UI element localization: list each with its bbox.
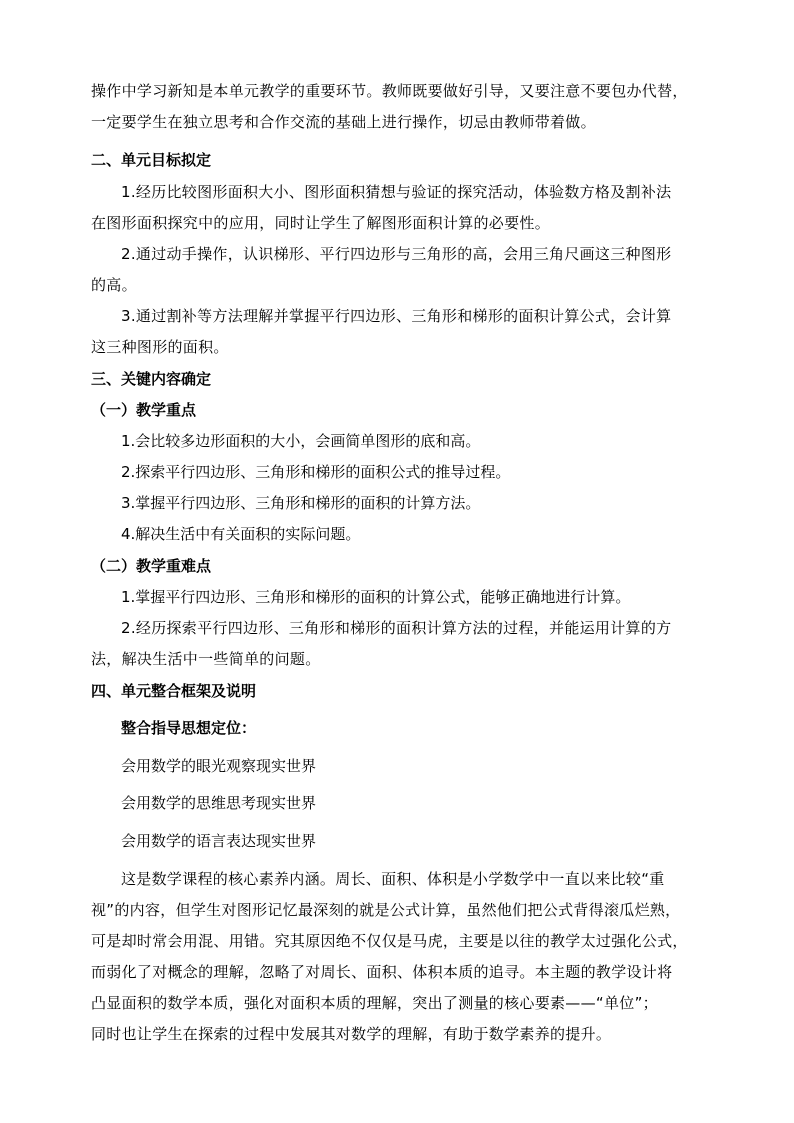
goal-3-line-2: 这三种图形的面积。 <box>91 338 229 356</box>
intro-paragraph <box>91 76 711 138</box>
goal-1-line-1: 1.经历比较图形面积大小、图形面积猜想与验证的探究活动，体验数方格及割补法 <box>121 183 672 201</box>
goal-1-line-2: 在图形面积探究中的应用，同时让学生了解图形面积计算的必要性。 <box>91 214 551 232</box>
goal-3 <box>91 301 711 363</box>
intro-line-1: 操作中学习新知是本单元教学的重要环节。教师既要做好引导，又要注意不要包办代替， <box>91 82 688 100</box>
framework-body-line-5: 凸显面积的数学本质，强化对面积本质的理解，突出了测量的核心要素——“单位”； <box>91 994 658 1012</box>
guide-item-2: 会用数学的思维思考现实世界 <box>121 794 317 812</box>
framework-body-line-3: 可是却时常会用混、用错。究其原因绝不仅仅是马虎，主要是以往的教学太过强化公式， <box>91 932 688 950</box>
difficulty-item-1: 1.掌握平行四边形、三角形和梯形的面积的计算公式，能够正确地进行计算。 <box>121 588 631 606</box>
difficulty-item-2 <box>91 613 711 675</box>
goal-3-line-1: 3.通过割补等方法理解并掌握平行四边形、三角形和梯形的面积计算公式，会计算 <box>121 307 672 325</box>
framework-body-line-1: 这是数学课程的核心素养内涵。周长、面积、体积是小学数学中一直以来比较“重 <box>121 870 665 888</box>
goal-2-line-2: 的高。 <box>91 276 137 294</box>
goal-2-line-1: 2.通过动手操作，认识梯形、平行四边形与三角形的高，会用三角尺画这三种图形 <box>121 245 672 263</box>
guide-title: 整合指导思想定位： <box>121 719 257 737</box>
framework-body-line-6: 同时也让学生在探索的过程中发展其对数学的理解，有助于数学素养的提升。 <box>91 1025 612 1043</box>
goal-2 <box>91 239 711 301</box>
framework-body-line-4: 而弱化了对概念的理解，忽略了对周长、面积、体积本质的追寻。本主题的教学设计将 <box>91 963 673 981</box>
section-heading-goals: 二、单元目标拟定 <box>91 151 212 169</box>
difficulty-item-2-line-1: 2.经历探索平行四边形、三角形和梯形的面积计算方法的过程，并能运用计算的方 <box>121 619 672 637</box>
focus-item-3: 3.掌握平行四边形、三角形和梯形的面积的计算方法。 <box>121 494 481 512</box>
guide-item-1: 会用数学的眼光观察现实世界 <box>121 757 317 775</box>
subheading-teaching-difficulty: （二）教学重难点 <box>91 557 212 575</box>
goal-1 <box>91 177 711 239</box>
guide-item-3: 会用数学的语言表达现实世界 <box>121 832 317 850</box>
focus-item-4: 4.解决生活中有关面积的实际问题。 <box>121 525 361 543</box>
focus-item-1: 1.会比较多边形面积的大小，会画简单图形的底和高。 <box>121 432 481 450</box>
focus-item-2: 2.探索平行四边形、三角形和梯形的面积公式的推导过程。 <box>121 463 511 481</box>
subheading-teaching-focus: （一）教学重点 <box>91 401 197 419</box>
section-heading-framework: 四、单元整合框架及说明 <box>91 682 257 700</box>
framework-body-line-2: 视”的内容，但学生对图形记忆最深刻的就是公式计算，虽然他们把公式背得滚瓜烂熟， <box>91 901 681 919</box>
intro-line-2: 一定要学生在独立思考和合作交流的基础上进行操作，切忌由教师带着做。 <box>91 113 596 131</box>
framework-body-paragraph <box>91 864 711 1050</box>
section-heading-key-content: 三、关键内容确定 <box>91 370 212 388</box>
difficulty-item-2-line-2: 法，解决生活中一些简单的问题。 <box>91 650 321 668</box>
